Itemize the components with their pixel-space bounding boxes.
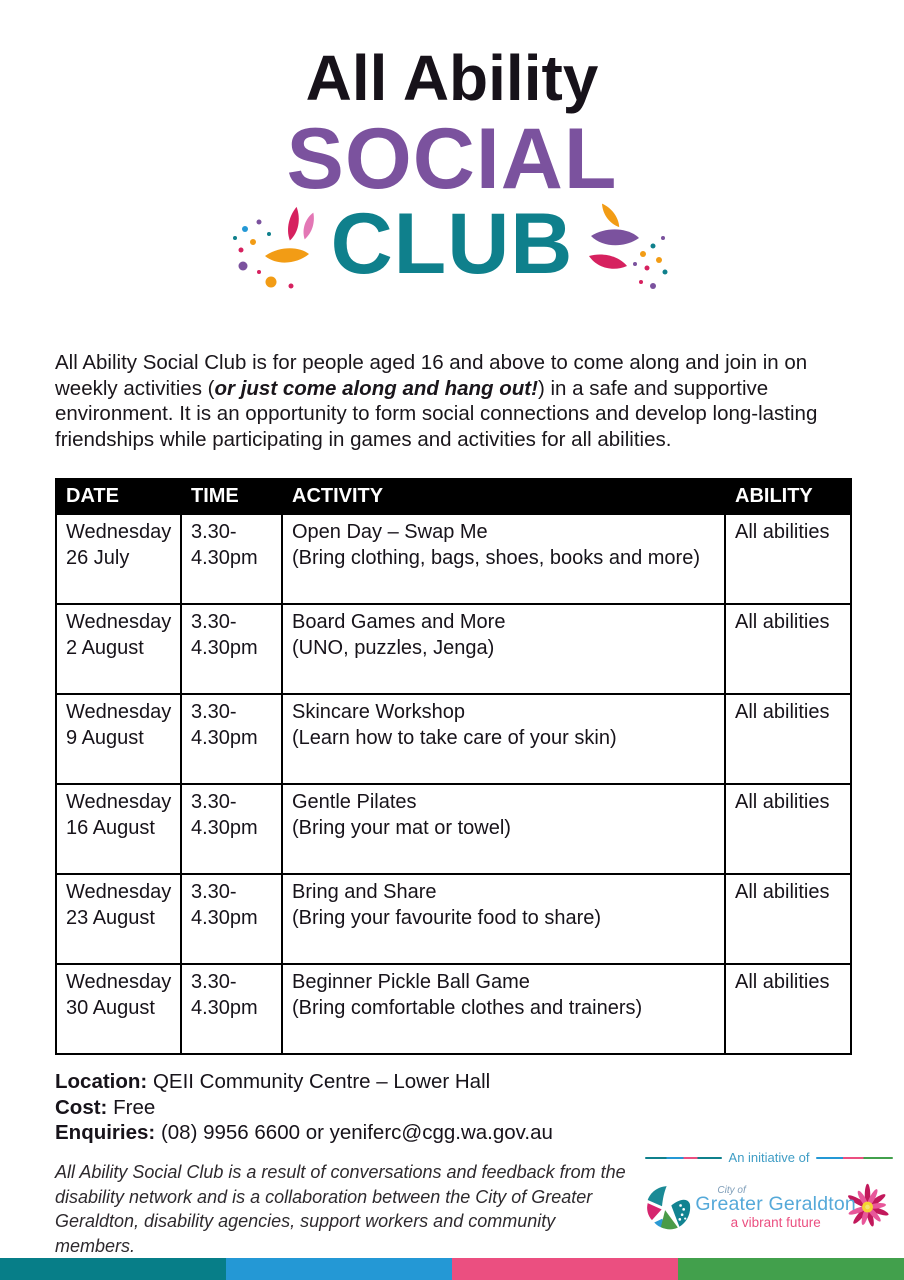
schedule-table	[55, 478, 852, 1055]
event-ability: All abilities	[735, 521, 830, 543]
event-day: Wednesday	[66, 791, 172, 813]
intro-text-after: ) in a safe and supportive environment. It is an opportunity to form social connections and develop long-lasting friendships while participating in games and activities for all abilities.	[55, 376, 818, 451]
event-ability: All abilities	[735, 881, 830, 903]
initiative-line-right-rule	[816, 1157, 893, 1159]
table-row	[56, 964, 851, 1054]
footer-bar-teal-segment	[0, 1258, 226, 1280]
footer-bar-green-segment	[678, 1258, 904, 1280]
event-detail: (Learn how to take care of your skin)	[292, 726, 617, 749]
event-time-end: 4.30pm	[191, 546, 258, 569]
header-date: DATE	[56, 479, 181, 514]
event-ability: All abilities	[735, 611, 830, 633]
header-activity: ACTIVITY	[282, 479, 725, 514]
event-date: 9 August	[66, 726, 144, 749]
intro-text-emphasis: or just come along and hang out!	[214, 376, 538, 400]
event-activity: Open Day – Swap Me	[292, 521, 488, 543]
event-time-start: 3.30-	[191, 521, 237, 543]
table-row	[56, 784, 851, 874]
location-value: QEII Community Centre – Lower Hall	[152, 1070, 491, 1093]
cgg-cityof: City of	[717, 1184, 746, 1196]
initiative-block	[645, 1150, 893, 1240]
footer-color-bar	[0, 1258, 904, 1280]
event-detail: (Bring your mat or towel)	[292, 816, 511, 839]
footnote-text: All Ability Social Club is a result of conversations and feedback from the disability network and is a collaboration between the City of Greater Geraldton, disability agencies, support workers and community members.	[55, 1162, 626, 1256]
event-date: 26 July	[66, 546, 130, 569]
event-day: Wednesday	[66, 971, 172, 993]
header-time: TIME	[181, 479, 282, 514]
table-row	[56, 694, 851, 784]
cgg-tagline: a vibrant future	[730, 1214, 821, 1230]
footer-bar-pink-segment	[452, 1258, 678, 1280]
cgg-logo	[645, 1174, 893, 1240]
event-date: 16 August	[66, 816, 155, 839]
confetti-right-icon	[575, 194, 675, 294]
event-date: 2 August	[66, 636, 144, 659]
title-all-ability: All Ability	[305, 42, 599, 114]
event-activity: Gentle Pilates	[292, 791, 417, 813]
footer-bar-blue-segment	[226, 1258, 452, 1280]
cgg-logo-text	[695, 1185, 856, 1230]
event-details-block	[55, 1069, 553, 1146]
intro-text-before: All Ability Social Club is for people aged 16 and above to come along and join in on weekly activities (	[55, 351, 808, 400]
event-time-end: 4.30pm	[191, 906, 258, 929]
initiative-text: An initiative of	[728, 1150, 810, 1165]
event-detail: (Bring clothing, bags, shoes, books and more)	[292, 546, 700, 569]
confetti-left-icon	[229, 194, 329, 294]
event-date: 30 August	[66, 996, 155, 1019]
cost-value: Free	[113, 1095, 156, 1119]
event-detail: (Bring your favourite food to share)	[292, 906, 602, 929]
event-time-start: 3.30-	[191, 881, 237, 903]
event-ability: All abilities	[735, 701, 830, 723]
event-detail: (UNO, puzzles, Jenga)	[292, 636, 495, 659]
event-time-end: 4.30pm	[191, 726, 258, 749]
event-time-end: 4.30pm	[191, 816, 258, 839]
event-detail: (Bring comfortable clothes and trainers)	[292, 996, 643, 1019]
event-time-start: 3.30-	[191, 791, 237, 813]
initiative-line-left-rule	[645, 1157, 722, 1159]
title-block	[0, 0, 904, 294]
enquiries-value: (08) 9956 6600 or yeniferc@cgg.wa.gov.au	[160, 1121, 553, 1144]
event-time-end: 4.30pm	[191, 996, 258, 1019]
event-day: Wednesday	[66, 701, 172, 723]
table-row	[56, 604, 851, 694]
event-date: 23 August	[66, 906, 155, 929]
enquiries-line	[55, 1120, 553, 1146]
cost-line	[55, 1095, 553, 1121]
enquiries-label: Enquiries:	[55, 1121, 156, 1144]
event-time-start: 3.30-	[191, 971, 237, 993]
cost-label: Cost:	[55, 1095, 108, 1119]
event-activity: Beginner Pickle Ball Game	[292, 971, 530, 993]
location-line	[55, 1069, 553, 1095]
event-ability: All abilities	[735, 791, 830, 813]
cgg-emblem-icon	[645, 1177, 691, 1237]
event-activity: Board Games and More	[292, 611, 506, 633]
event-time-start: 3.30-	[191, 701, 237, 723]
table-row	[56, 514, 851, 604]
header-ability: ABILITY	[725, 479, 851, 514]
initiative-line	[645, 1150, 893, 1165]
title-social: SOCIAL	[286, 111, 618, 207]
table-row	[56, 874, 851, 964]
event-activity: Skincare Workshop	[292, 701, 466, 723]
location-label: Location:	[55, 1070, 148, 1093]
event-time-end: 4.30pm	[191, 636, 258, 659]
event-activity: Bring and Share	[292, 881, 437, 903]
intro-paragraph	[55, 350, 855, 452]
event-day: Wednesday	[66, 611, 172, 633]
table-header-row	[56, 479, 851, 514]
cgg-name: Greater Geraldton	[695, 1192, 856, 1215]
event-time-start: 3.30-	[191, 611, 237, 633]
event-day: Wednesday	[66, 521, 172, 543]
title-club: CLUB	[330, 196, 574, 292]
event-day: Wednesday	[66, 881, 172, 903]
event-ability: All abilities	[735, 971, 830, 993]
